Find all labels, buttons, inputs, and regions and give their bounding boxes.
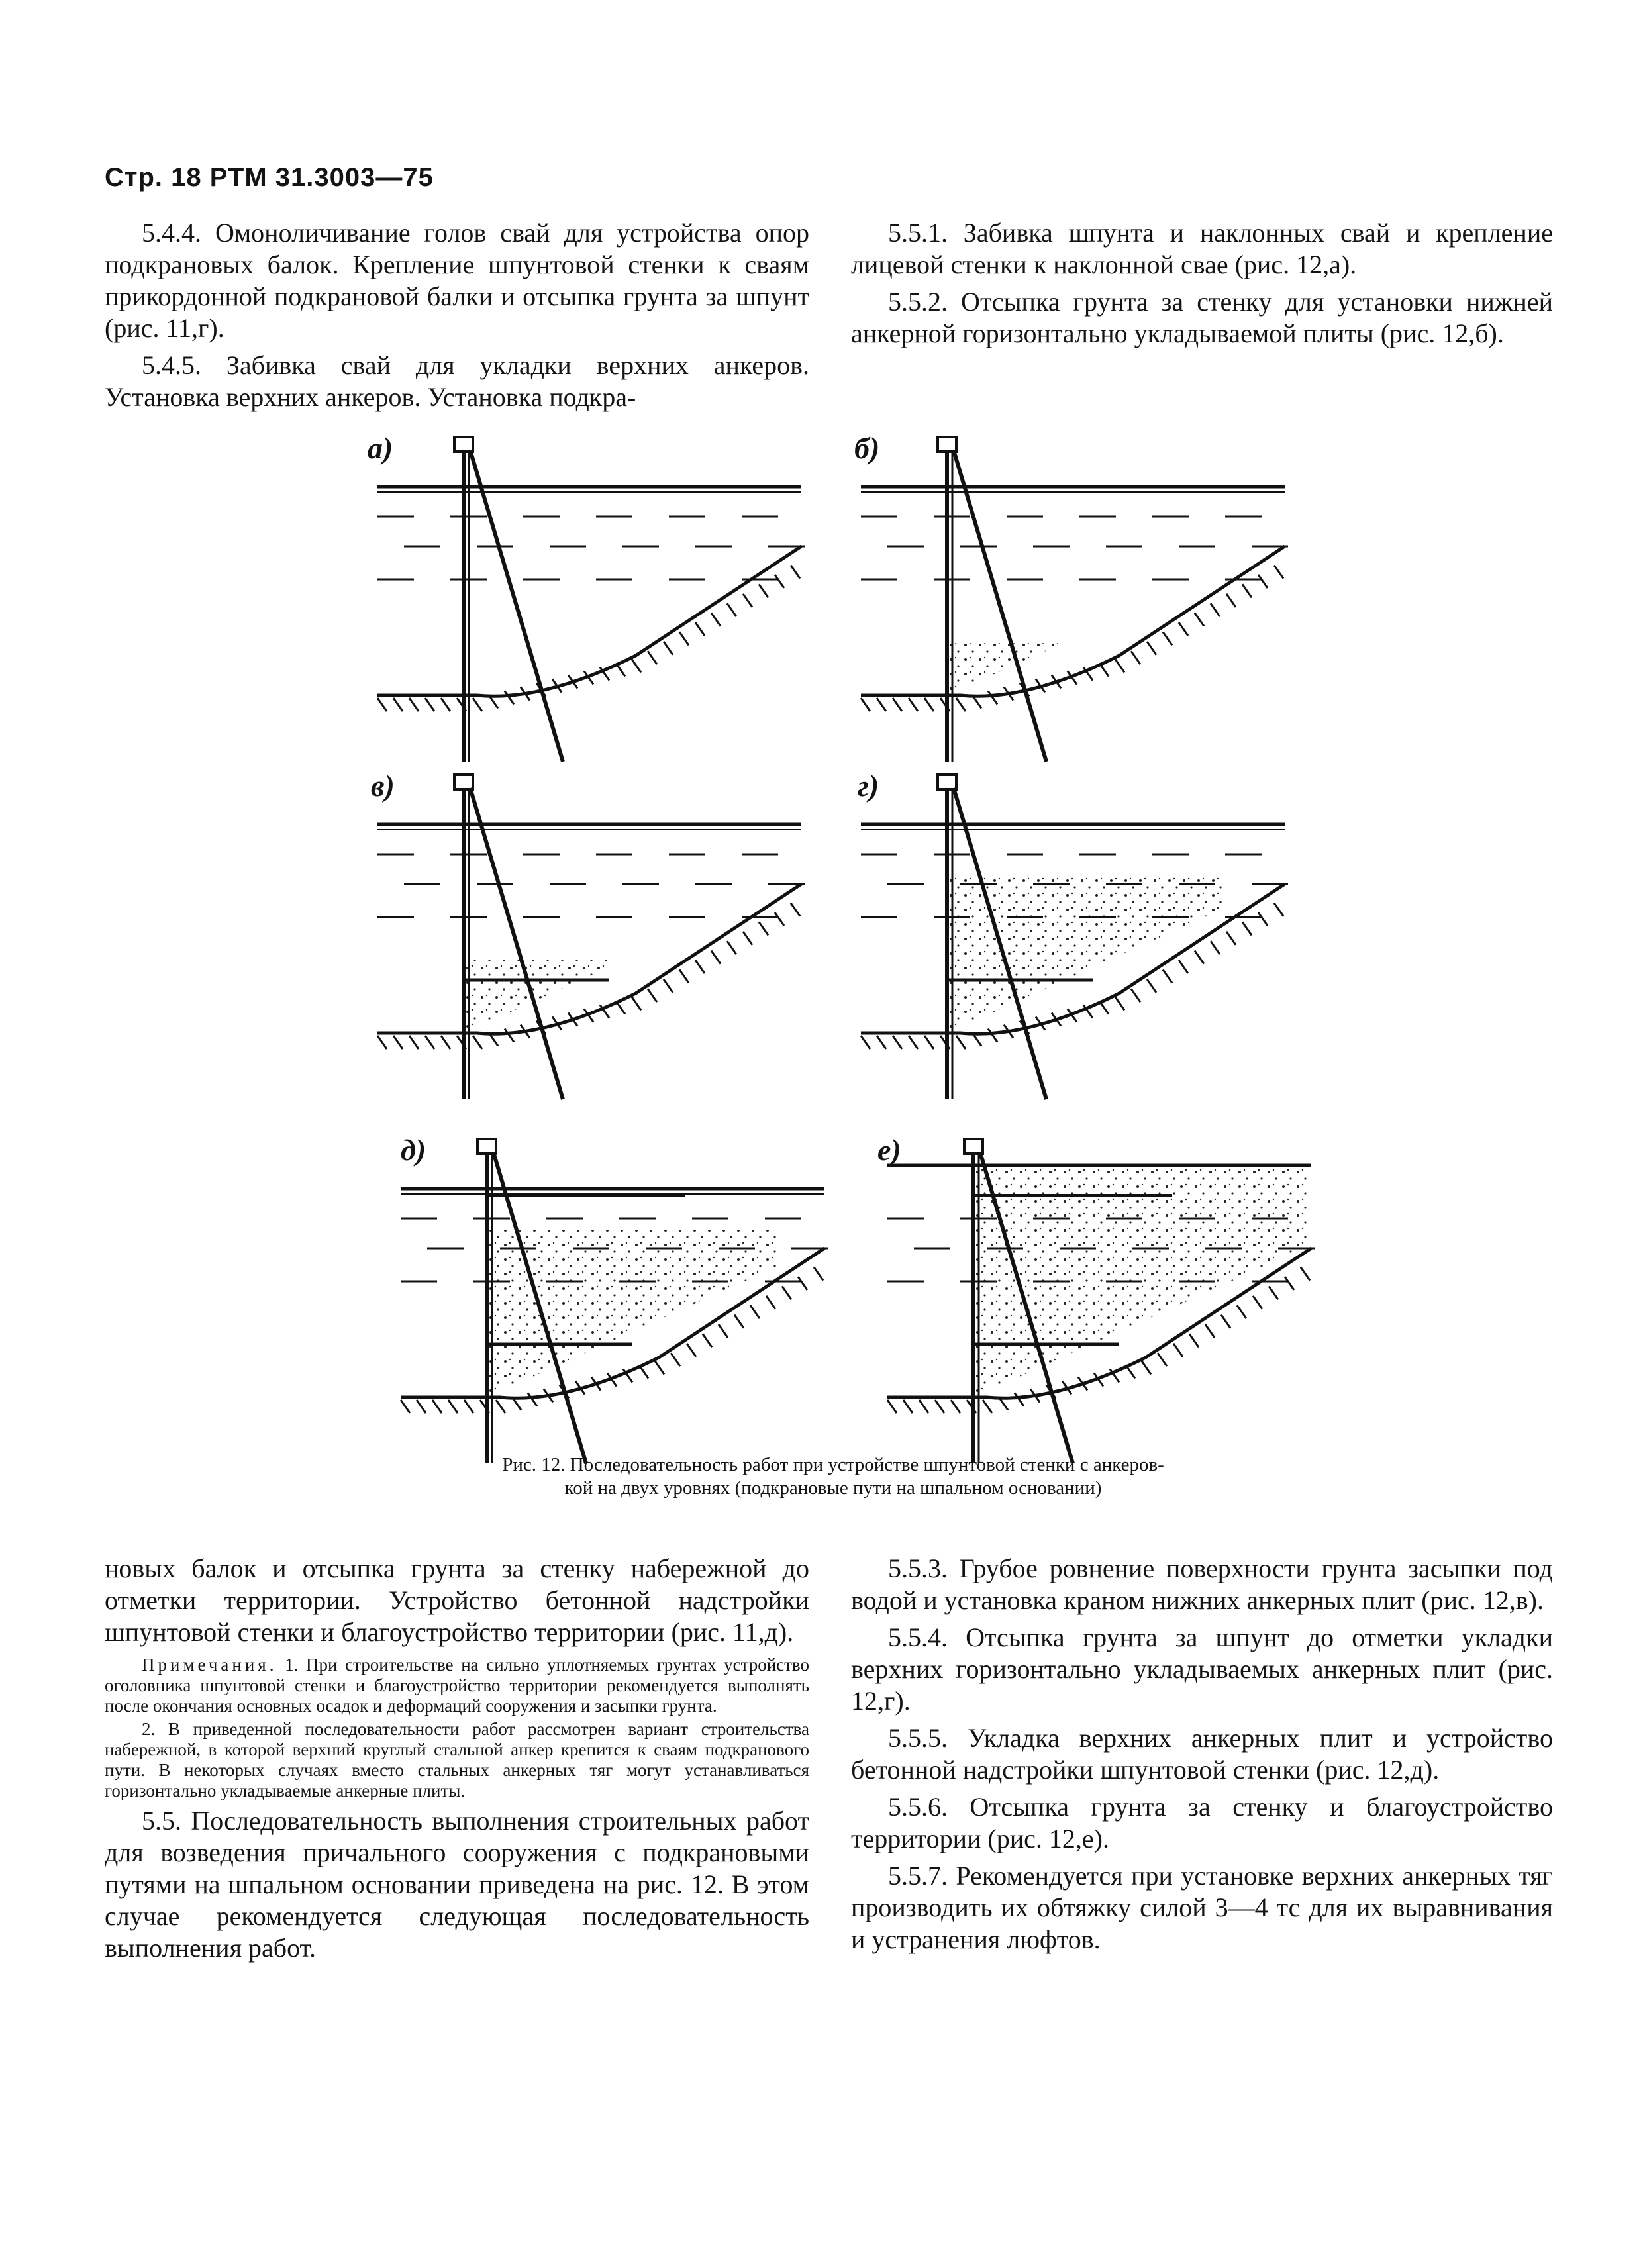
seabed-hatch [1211,603,1220,616]
seabed-hatch [1158,1353,1167,1366]
seabed-hatch [409,1036,419,1049]
seabed-hatch [759,922,768,935]
seabed-hatch [679,969,689,983]
seabed-hatch [727,941,736,954]
figure-12 [344,417,1324,1490]
left-column-top [105,217,809,419]
seabed-hatch [727,603,736,616]
seabed-hatch [377,1036,387,1049]
raking-pile [954,450,1046,762]
seabed-hatch [924,698,934,711]
paragraph-5-4-4: 5.4.4. Омоноличивание голов свай для устройства опор подкрановых балок. Крепление шпунтовой стенки к сваям прикордонной подкрановой балки и отсыпка грунта за шпунт (рис. 11,г). [105,218,809,343]
stage-panel-5 [401,1139,828,1463]
seabed-hatch [887,1400,897,1413]
seabed-hatch [956,698,966,711]
seabed-hatch [695,960,705,973]
seabed-hatch [1269,1286,1278,1299]
seabed-hatch [782,1286,791,1299]
note-1-text: 1. При строительстве на сильно уплотняемых грунтах устройство оголовника шпунтовой стенки и благоустройство территории рекомендуется выполнять после окончания основных осадок и деформаций сооружения и засыпки грунта. [105,1655,809,1716]
seabed-profile [377,546,801,696]
figure-caption [363,1454,1303,1500]
panel-label-e: е) [877,1133,901,1167]
seabed-hatch [814,1267,823,1281]
caption-line-1: Рис. 12. Последовательность работ при устройстве шпунтовой стенки с анкеров- [502,1454,1164,1475]
figure-12-drawing [344,417,1324,1490]
seabed-hatch [775,912,784,926]
seabed-hatch [734,1315,744,1328]
seabed-hatch [1195,613,1204,626]
caption-line-2: кой на двух уровнях (подкрановые пути на шпальном основании) [564,1477,1102,1499]
seabed-hatch [909,1036,918,1049]
stage-panel-1 [377,437,805,762]
seabed-hatch [743,594,752,607]
seabed-hatch [893,698,902,711]
seabed-hatch [528,1393,537,1406]
seabed-hatch [1147,642,1156,655]
seabed-hatch [377,698,387,711]
seabed-hatch [648,651,657,664]
seabed-hatch [956,1036,966,1049]
seabed-hatch [951,1400,960,1413]
seabed-hatch [1242,584,1252,597]
seabed-hatch [861,698,870,711]
seabed-hatch [1226,932,1236,945]
seabed-hatch [1221,1315,1230,1328]
seabed-hatch [632,660,641,673]
seabed-hatch [775,575,784,588]
seabed-hatch [1242,922,1252,935]
stage-panel-3 [377,775,805,1099]
pile-cap [477,1139,496,1154]
raking-pile [470,450,563,762]
seabed-hatch [473,1036,482,1049]
seabed-hatch [401,1400,410,1413]
seabed-hatch [791,903,800,916]
page-header: Стр. 18 РТМ 31.3003—75 [105,163,434,192]
seabed-hatch [877,1036,886,1049]
seabed-hatch [679,632,689,645]
paragraph-5-5-7: 5.5.7. Рекомендуется при установке верхних анкерных тяг производить их обтяжку силой 3—4 тс для их выравнивания и устранения люфтов. [851,1861,1553,1954]
seabed-hatch [1237,1305,1246,1318]
seabed-hatch [639,1365,648,1379]
seabed-hatch [687,1344,696,1357]
paragraph-5-5-1: 5.5.1. Забивка шпунта и наклонных свай и крепление лицевой стенки к наклонной свае (рис. 12,а). [851,218,1553,279]
seabed-hatch [719,1324,728,1338]
seabed-hatch [1163,969,1172,983]
seabed-hatch [1142,1361,1151,1375]
seabed-hatch [425,1036,434,1049]
seabed-hatch [655,1361,664,1375]
seabed-hatch [861,1036,870,1049]
note-2: 2. В приведенной последовательности работ рассмотрен вариант строительства набережной, в которой верхний круглый стальной анкер крепится к сваям подкранового пути. В некоторых случаях вместо стальных анкерных тяг могут устанавливаться горизонтально укладываемые анкерные плиты. [105,1719,809,1800]
note-1 [105,1655,809,1716]
seabed-hatch [664,642,673,655]
panel-label-a: а) [368,431,393,465]
seabed-hatch [1301,1267,1310,1281]
seabed-hatch [441,1036,450,1049]
seabed-hatch [919,1400,928,1413]
seabed-hatch [935,1400,944,1413]
seabed-hatch [1131,651,1140,664]
raking-pile [470,788,563,1099]
paragraph-continuation: новых балок и отсыпка грунта за стенку набережной до отметки территории. Устройство бетонной надстройки шпунтовой стенки и благоустройство территории (рис. 11,д). [105,1553,809,1647]
seabed-hatch [983,1400,992,1413]
seabed-hatch [924,1036,934,1049]
seabed-hatch [464,1400,473,1413]
seabed-hatch [1253,1296,1262,1309]
seabed-hatch [988,1029,997,1042]
seabed-hatch [505,1029,514,1042]
seabed-hatch [877,698,886,711]
seabed-hatch [743,932,752,945]
seabed-hatch [791,566,800,579]
pile-cap [938,775,956,789]
right-column-top [851,217,1553,355]
stage-panel-4 [861,775,1288,1099]
seabed-hatch [1205,1324,1215,1338]
backfill-area [487,1230,778,1397]
seabed-hatch [1115,997,1124,1011]
seabed-hatch [1099,1001,1109,1014]
seabed-hatch [1099,664,1109,677]
stage-panel-6 [887,1139,1315,1463]
backfill-area [947,642,1067,695]
seabed-hatch [616,664,625,677]
seabed-hatch [988,691,997,705]
seabed-profile [377,884,801,1034]
panel-label-d: д) [401,1133,426,1167]
seabed-hatch [473,698,482,711]
seabed-hatch [909,698,918,711]
seabed-hatch [893,1036,902,1049]
left-column-bottom [105,1553,809,1969]
seabed-hatch [1179,960,1188,973]
seabed-hatch [417,1400,426,1413]
seabed-hatch [1258,912,1268,926]
panel-label-b: б) [854,431,880,465]
pile-cap [454,437,473,452]
seabed-hatch [671,1353,680,1366]
seabed-hatch [750,1305,760,1318]
paragraph-5-5: 5.5. Последовательность выполнения строительных работ для возведения причального сооружения с подкрановыми путями на шпальном основании приведена на рис. 12. В этом случае рекомендуется следующая последовательность выполнения работ. [105,1806,809,1963]
seabed-hatch [903,1400,913,1413]
seabed-hatch [505,691,514,705]
seabed-hatch [1226,594,1236,607]
notes [105,1655,809,1801]
seabed-hatch [711,613,721,626]
seabed-hatch [409,698,419,711]
seabed-hatch [695,622,705,636]
seabed-hatch [798,1277,807,1290]
seabed-hatch [1211,941,1220,954]
seabed-hatch [496,1400,505,1413]
seabed-hatch [711,951,721,964]
paragraph-5-5-6: 5.5.6. Отсыпка грунта за стенку и благоустройство территории (рис. 12,е). [851,1792,1553,1853]
seabed-hatch [393,1036,403,1049]
paragraph-5-4-5: 5.4.5. Забивка свай для укладки верхних анкеров. Установка верхних анкеров. Установка подкра- [105,350,809,412]
seabed-hatch [393,698,403,711]
seabed-hatch [759,584,768,597]
paragraph-5-5-2: 5.5.2. Отсыпка грунта за стенку для установки нижней анкерной горизонтально укладываемой плиты (рис. 12,б). [851,287,1553,348]
seabed-hatch [1274,903,1283,916]
seabed-hatch [1274,566,1283,579]
seabed-hatch [648,989,657,1002]
panel-label-v: в) [371,769,395,803]
pile-cap [964,1139,983,1154]
stage-panel-2 [861,437,1288,762]
seabed-hatch [1147,979,1156,993]
notes-label: Примечания. [142,1655,277,1675]
seabed-hatch [664,979,673,993]
pile-cap [938,437,956,452]
seabed-hatch [441,698,450,711]
panel-label-g: г) [858,769,879,803]
seabed-hatch [1173,1344,1183,1357]
seabed-hatch [1015,1393,1024,1406]
seabed-hatch [1258,575,1268,588]
seabed-hatch [1115,660,1124,673]
pile-cap [454,775,473,789]
seabed-hatch [1189,1334,1199,1347]
seabed-hatch [703,1334,712,1347]
seabed-hatch [616,1001,625,1014]
paragraph-5-5-4: 5.5.4. Отсыпка грунта за шпунт до отметки укладки верхних горизонтально укладываемых анкерных плит (рис. 12,г). [851,1622,1553,1716]
seabed-hatch [1179,622,1188,636]
seabed-hatch [1195,951,1204,964]
seabed-hatch [1131,989,1140,1002]
seabed-hatch [766,1296,775,1309]
seabed-hatch [1163,632,1172,645]
seabed-hatch [1126,1365,1135,1379]
right-column-bottom [851,1553,1553,1961]
seabed-hatch [432,1400,442,1413]
seabed-hatch [448,1400,458,1413]
seabed-hatch [632,997,641,1011]
seabed-hatch [1285,1277,1294,1290]
paragraph-5-5-3: 5.5.3. Грубое ровнение поверхности грунта засыпки под водой и установка краном нижних анкерных плит (рис. 12,в). [851,1553,1553,1615]
paragraph-5-5-5: 5.5.5. Укладка верхних анкерных плит и устройство бетонной надстройки шпунтовой стенки (рис. 12,д). [851,1723,1553,1785]
seabed-hatch [425,698,434,711]
seabed-profile [861,546,1285,696]
